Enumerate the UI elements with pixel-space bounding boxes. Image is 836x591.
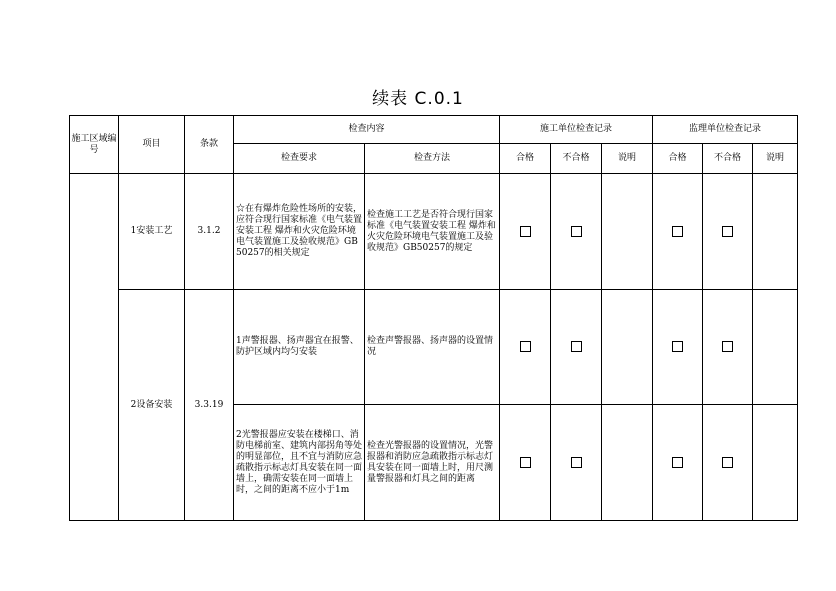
method-cell: 检查施工工艺是否符合现行国家标准《电气装置安装工程 爆炸和火灾危险环境电气装置施工及验收规范》GB50257的规定 xyxy=(365,174,500,290)
header-supervision-record: 监理单位检查记录 xyxy=(653,116,798,144)
requirement-cell: 2光警报器应安装在楼梯口、消防电梯前室、建筑内部拐角等处的明显部位，且不宜与消防应急疏散指示标志灯具安装在同一面墙上，确需安装在同一面墙上时，之间的距离不应小于1m xyxy=(234,405,365,521)
supervision-pass-cell xyxy=(653,405,703,521)
clause-cell: 3.3.19 xyxy=(185,290,234,521)
construction-note-cell[interactable] xyxy=(602,290,653,405)
table-row xyxy=(70,290,798,405)
header-supervision-fail: 不合格 xyxy=(703,144,753,174)
header-construction-pass: 合格 xyxy=(500,144,551,174)
header-supervision-pass: 合格 xyxy=(653,144,703,174)
checkbox[interactable] xyxy=(672,226,683,237)
requirement-cell: 1声警报器、扬声器宜在报警、防护区域内均匀安装 xyxy=(234,290,365,405)
supervision-note-cell[interactable] xyxy=(753,405,798,521)
checkbox[interactable] xyxy=(520,457,531,468)
page-title: 续表 C.0.1 xyxy=(372,89,464,109)
construction-pass-cell xyxy=(500,405,551,521)
checkbox[interactable] xyxy=(672,341,683,352)
method-cell: 检查声警报器、扬声器的设置情况 xyxy=(365,290,500,405)
header-construction-fail: 不合格 xyxy=(551,144,602,174)
item-cell: 1安装工艺 xyxy=(119,174,185,290)
checkbox[interactable] xyxy=(722,226,733,237)
method-cell: 检查光警报器的设置情况，光警报器和消防应急疏散指示标志灯具安装在同一面墙上时，用尺测量警报器和灯具之间的距离 xyxy=(365,405,500,521)
inspection-table xyxy=(69,115,798,521)
construction-note-cell[interactable] xyxy=(602,405,653,521)
checkbox[interactable] xyxy=(571,457,582,468)
checkbox[interactable] xyxy=(672,457,683,468)
header-item: 项目 xyxy=(119,116,185,174)
header-area-code: 施工区域编号 xyxy=(70,116,119,174)
construction-fail-cell xyxy=(551,174,602,290)
checkbox[interactable] xyxy=(520,341,531,352)
checkbox[interactable] xyxy=(722,457,733,468)
header-inspection-content: 检查内容 xyxy=(234,116,500,144)
construction-pass-cell xyxy=(500,290,551,405)
header-requirement: 检查要求 xyxy=(234,144,365,174)
construction-fail-cell xyxy=(551,405,602,521)
supervision-note-cell[interactable] xyxy=(753,174,798,290)
supervision-pass-cell xyxy=(653,290,703,405)
checkbox[interactable] xyxy=(520,226,531,237)
checkbox[interactable] xyxy=(571,341,582,352)
checkbox[interactable] xyxy=(722,341,733,352)
header-supervision-note: 说明 xyxy=(753,144,798,174)
supervision-fail-cell xyxy=(703,405,753,521)
supervision-pass-cell xyxy=(653,174,703,290)
item-cell: 2设备安装 xyxy=(119,290,185,521)
construction-fail-cell xyxy=(551,290,602,405)
clause-cell: 3.1.2 xyxy=(185,174,234,290)
header-construction-record: 施工单位检查记录 xyxy=(500,116,653,144)
area-code-cell xyxy=(70,174,119,521)
construction-note-cell[interactable] xyxy=(602,174,653,290)
supervision-fail-cell xyxy=(703,290,753,405)
checkbox[interactable] xyxy=(571,226,582,237)
header-method: 检查方法 xyxy=(365,144,500,174)
supervision-note-cell[interactable] xyxy=(753,290,798,405)
header-construction-note: 说明 xyxy=(602,144,653,174)
header-clause: 条款 xyxy=(185,116,234,174)
supervision-fail-cell xyxy=(703,174,753,290)
requirement-cell: ☆在有爆炸危险性场所的安装，应符合现行国家标准《电气装置安装工程 爆炸和火灾危险环境电气装置施工及验收规范》GB 50257的相关规定 xyxy=(234,174,365,290)
table-row xyxy=(70,174,798,290)
construction-pass-cell xyxy=(500,174,551,290)
